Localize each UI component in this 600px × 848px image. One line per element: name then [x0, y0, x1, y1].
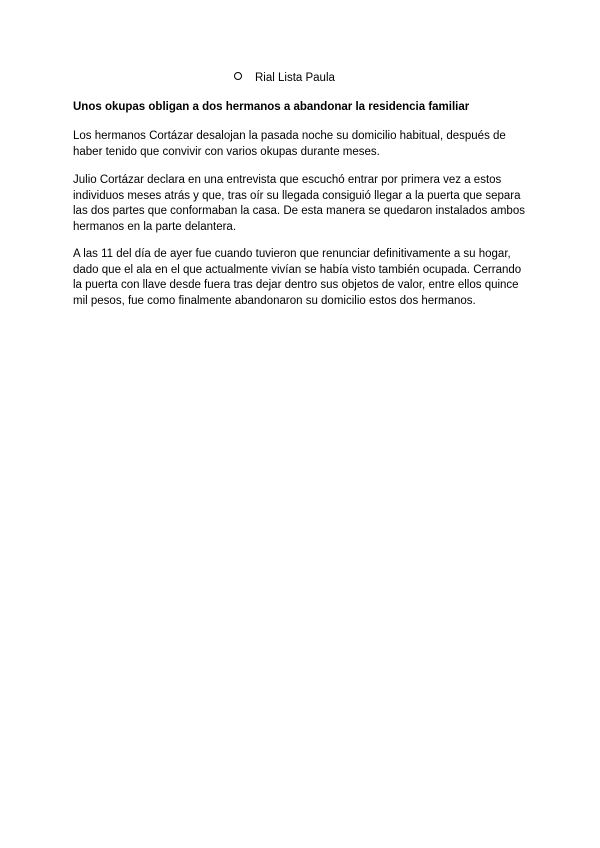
paragraph-3: A las 11 del día de ayer fue cuando tuvieron que renunciar definitivamente a su hogar, dado que el ala en el que actualmente vivían se había visto también ocupada. Cerrando la puerta con llave desde fuera tras dejar dentro sus objetos de valor, entre ellos quince mil pesos, fue como finalmente abandonaron su domicilio estos dos hermanos.: [73, 248, 522, 307]
paragraph-1: Los hermanos Cortázar desalojan la pasada noche su domicilio habitual, después de haber tenido que convivir con varios okupas durante meses.: [73, 130, 506, 158]
hollow-circle-bullet-icon: [234, 72, 242, 80]
paragraph-2: Julio Cortázar declara en una entrevista que escuchó entrar por primera vez a estos individuos meses atrás y que, tras oír su llegada consiguió llegar a la puerta que separa las dos partes que conformaban la casa. De esta manera se quedaron instalados ambos hermanos en la parte delantera.: [73, 174, 525, 233]
author-name: Rial Lista Paula: [255, 72, 335, 84]
author-list-item: [234, 71, 335, 85]
article-headline: Unos okupas obligan a dos hermanos a abandonar la residencia familiar: [73, 101, 470, 113]
